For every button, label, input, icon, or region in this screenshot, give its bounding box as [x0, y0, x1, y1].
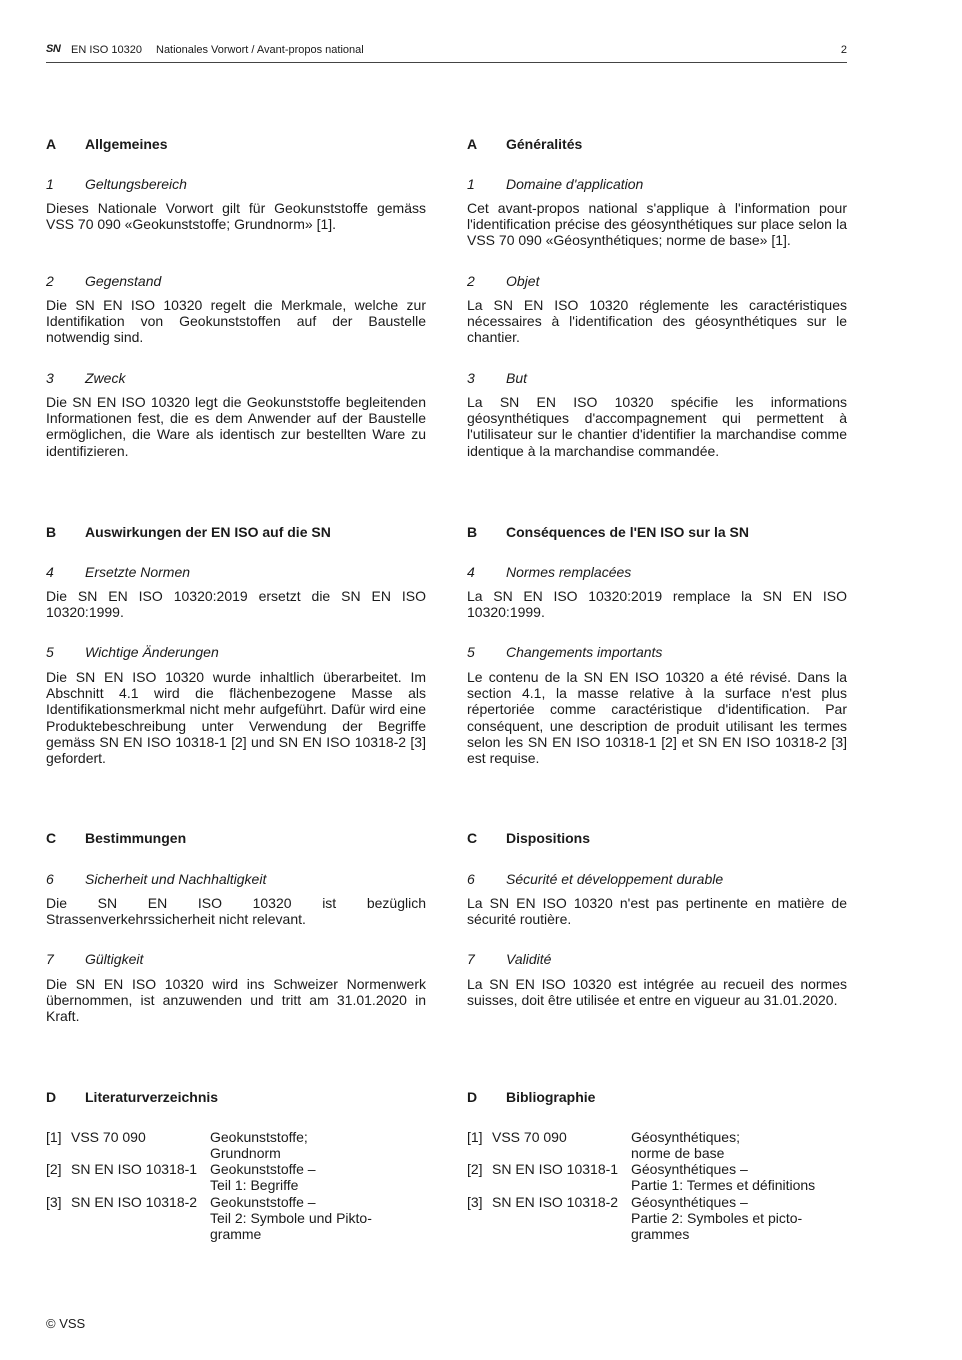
german-column: A Allgemeines 1 Geltungsbereich Dieses Nationale Vorwort gilt für Geokunststoffe gemäss VSS 70 090 «Geokunststoffe; Grundnorm» [1]. 2 Gegenstand Die SN EN ISO 10320 regelt die Merkmale, welche zur Identifikation von Geokunststoffen auf der Baustelle notwendig sind. 3 Zweck Die SN EN ISO 10320 legt die Geokunststoffe begleitenden Informationen fest, die es dem Anwender auf der Baustelle ermöglichen, die Ware als identisch zur bestellten Ware zu identifizieren. B Auswirkungen der EN ISO auf die SN 4 Ersetzte Normen Die SN EN ISO 10320:2019 ersetzt die SN EN ISO 10320:1999. 5 Wichtige Änderungen Die SN EN ISO 10320 wurde inhaltlich überarbeitet. Im Abschnitt 4.1 wird die flächenbezogene Masse als Identifikationsmerkmal nicht mehr aufgeführt. Dafür wird eine Produktebeschreibung unter Verwendung der Begriffe gemäss SN EN ISO 10318-1 [2] und SN EN ISO 10318-2 [3] gefordert. C Bestimmungen 6 Sicherheit und Nachhaltigkeit Die SN EN ISO 10320 ist bezüglich Strassenverkehrssicherheit nicht relevant. 7 Gültigkeit Die SN EN ISO 10320 wird ins Schweizer Normenwerk übernommen, ist anzuwenden und tritt am 31.01.2020 in Kraft. D Literaturverzeichnis [1] VSS 70 090 Geokunststoffe; Grundnorm [2] SN EN ISO 10318-1 Geokunststoffe – Teil 1: Begriffe [3] SN EN ISO 10318-2 Geokunststoffe – Teil 2: Symbole und Pikto- gramme — [46, 136, 426, 1243]
section-heading-b: B Conséquences de l'EN ISO sur la SN — [467, 524, 749, 540]
paragraph-2: La SN EN ISO 10320 réglemente les caractéristiques nécessaires à l'identification des géosynthétiques sur le chantier. — [467, 297, 847, 346]
subsection-heading-6: 6 Sécurité et développement durable — [467, 871, 724, 887]
paragraph-5: Die SN EN ISO 10320 wurde inhaltlich überarbeitet. Im Abschnitt 4.1 wird die flächenbezogene Masse als Identifikationsmerkmal nicht mehr aufgeführt. Dafür wird eine Produktebeschreibung unter Verwendung der Begriffe gemäss SN EN ISO 10318-1 [2] und SN EN ISO 10318-2 [3] gefordert. — [46, 669, 426, 767]
paragraph-1: Dieses Nationale Vorwort gilt für Geokunststoffe gemäss VSS 70 090 «Geokunststoffe; Grundnorm» [1]. — [46, 200, 426, 233]
page-number: 2 — [840, 44, 847, 56]
subsection-heading-7: 7 Validité — [467, 951, 552, 967]
subsection-heading-3: 3 Zweck — [46, 370, 126, 386]
paragraph-4: La SN EN ISO 10320:2019 remplace la SN EN ISO 10320:1999. — [467, 588, 847, 621]
subsection-heading-2: 2 Gegenstand — [46, 273, 162, 289]
subsection-heading-4: 4 Ersetzte Normen — [46, 564, 191, 580]
paragraph-4: Die SN EN ISO 10320:2019 ersetzt die SN EN ISO 10320:1999. — [46, 588, 426, 621]
section-heading-d: D Bibliographie — [467, 1089, 596, 1105]
section-heading-a: A Allgemeines — [46, 136, 168, 152]
subsection-heading-2: 2 Objet — [467, 273, 540, 289]
subsection-heading-3: 3 But — [467, 370, 528, 386]
paragraph-6: La SN EN ISO 10320 n'est pas pertinente en matière de sécurité routière. — [467, 895, 847, 928]
subsection-heading-5: 5 Wichtige Änderungen — [46, 644, 219, 660]
subsection-heading-7: 7 Gültigkeit — [46, 951, 144, 967]
french-column: A Généralités 1 Domaine d'application Cet avant-propos national s'applique à l'information pour l'identification précise des géosynthétiques sur place selon la VSS 70 090 «Géosynthétiques; norme de base» [1]. 2 Objet La SN EN ISO 10320 réglemente les caractéristiques nécessaires à l'identification des géosynthétiques sur le chantier. 3 But La SN EN ISO 10320 spécifie les informations géosynthétiques d'accompagnement qui permettent à l'utilisateur sur le chantier d'identifier la marchandise comme identique à la marchandise commandée. B Conséquences de l'EN ISO sur la SN 4 Normes remplacées La SN EN ISO 10320:2019 remplace la SN EN ISO 10320:1999. 5 Changements importants Le contenu de la SN EN ISO 10320 a été révisé. Dans la section 4.1, la masse relative à la surface n'est plus répertoriée comme caractéristique d'identification. Par conséquent, une description de produit utilisant les termes selon les SN EN ISO 10318-1 [2] et SN EN ISO 10318-2 [3] est requise. C Dispositions 6 Sécurité et développement durable La SN EN ISO 10320 n'est pas pertinente en matière de sécurité routière. 7 Validité La SN EN ISO 10320 est intégrée au recueil des normes suisses, doit être utilisée et entre en vigueur au 31.01.2020. D Bibliographie [1] VSS 70 090 Géosynthétiques; norme de base [2] SN EN ISO 10318-1 Géosynthétiques – Partie 1: Termes et définitions [3] SN EN ISO 10318-2 Géosynthétiques – Partie 2: Symboles et picto- grammes — [467, 136, 847, 1243]
paragraph-2: Die SN EN ISO 10320 regelt die Merkmale, welche zur Identifikation von Geokunststoffen auf der Baustelle notwendig sind. — [46, 297, 426, 346]
section-heading-d: D Literaturverzeichnis — [46, 1089, 219, 1105]
paragraph-3: La SN EN ISO 10320 spécifie les informations géosynthétiques d'accompagnement qui permettent à l'utilisateur sur le chantier d'identifier la marchandise comme identique à la marchandise commandée. — [467, 394, 847, 459]
copyright-footer: © VSS — [46, 1316, 86, 1331]
subsection-heading-4: 4 Normes remplacées — [467, 564, 632, 580]
subsection-heading-1: 1 Domaine d'application — [467, 176, 644, 192]
section-heading-c: C Dispositions — [467, 830, 591, 846]
paragraph-3: Die SN EN ISO 10320 legt die Geokunststoffe begleitenden Informationen fest, die es dem Anwender auf der Baustelle ermöglichen, die Ware als identisch zur bestellten Ware zu identifizieren. — [46, 394, 426, 459]
paragraph-7: Die SN EN ISO 10320 wird ins Schweizer Normenwerk übernommen, ist anzuwenden und tritt am 31.01.2020 in Kraft. — [46, 976, 426, 1025]
paragraph-5: Le contenu de la SN EN ISO 10320 a été révisé. Dans la section 4.1, la masse relative à la surface n'est plus répertoriée comme caractéristique d'identification. Par conséquent, une description de produit utilisant les termes selon les SN EN ISO 10318-1 [2] et SN EN ISO 10318-2 [3] est requise. — [467, 669, 847, 767]
sn-logo: SN — [46, 43, 61, 55]
subsection-heading-5: 5 Changements importants — [467, 644, 663, 660]
section-heading-c: C Bestimmungen — [46, 830, 187, 846]
document-number: EN ISO 10320 — [71, 44, 142, 56]
paragraph-6: Die SN EN ISO 10320 ist bezüglich Strassenverkehrssicherheit nicht relevant. — [46, 895, 426, 928]
paragraph-7: La SN EN ISO 10320 est intégrée au recueil des normes suisses, doit être utilisée et entre en vigueur au 31.01.2020. — [467, 976, 847, 1009]
section-heading-a: A Généralités — [467, 136, 583, 152]
subsection-heading-1: 1 Geltungsbereich — [46, 176, 187, 192]
paragraph-1: Cet avant-propos national s'applique à l'information pour l'identification précise des géosynthétiques sur place selon la VSS 70 090 «Géosynthétiques; norme de base» [1]. — [467, 200, 847, 249]
subsection-heading-6: 6 Sicherheit und Nachhaltigkeit — [46, 871, 267, 887]
section-heading-b: B Auswirkungen der EN ISO auf die SN — [46, 524, 331, 540]
header-title: Nationales Vorwort / Avant-propos national — [156, 44, 364, 56]
